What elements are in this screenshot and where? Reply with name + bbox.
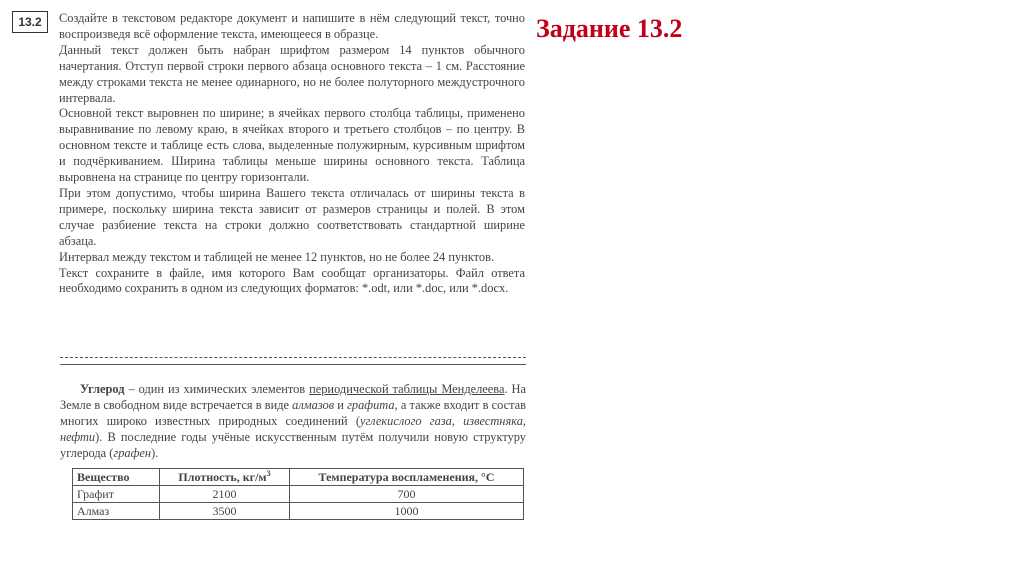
italic-phrase: углекислого газа, известняка, нефти [60,414,526,444]
cell-ignition: 700 [290,486,524,503]
task-paragraph: Интервал между текстом и таблицей не менее 12 пунктов, но не более 24 пунктов. [59,249,495,264]
header-ignition: Температура воспламенения, °С [290,469,524,486]
task-number-box: 13.2 [12,11,48,33]
cell-ignition: 1000 [290,503,524,520]
task-paragraph: Данный текст должен быть набран шрифтом размером 14 пунктов обычного начертания. Отступ первой строки первого абзаца основного текста – 1 см. Расстояние между строками текста не менее одинарного, но не более полуторного междустрочного интервала. [59,42,525,105]
italic-word: графита [347,398,395,412]
underlined-phrase: периодической таблицы Менделеева [309,382,505,396]
text-run: ). В последние годы учёные искусственным путём получили новую структуру углерода ( [60,430,526,460]
text-run: – один из химических элементов [124,382,310,396]
table-row [73,486,524,503]
cell-density: 2100 [160,486,290,503]
text-run: , а также входит в состав многих широко известных природных соединений ( [60,398,526,428]
superscript: 3 [266,469,271,478]
italic-word: алмазов [292,398,335,412]
task-paragraph: Основной текст выровнен по ширине; в ячейках первого столбца таблицы, применено выравнивание по левому краю, в ячейках второго и третьего столбцов – по центру. В основном тексте и таблице есть слова, выделенные полужирным, курсивным шрифтом и подчёркиванием. Ширина таблицы меньше ширины основного текста. Таблица выровнена на странице по центру горизонтали. [59,106,525,185]
solid-divider [60,364,526,365]
sample-text [60,381,526,461]
sample-table [72,468,524,520]
task-paragraph: Создайте в текстовом редакторе документ и напишите в нём следующий текст, точно воспроизведя всё оформление текста, имеющееся в образце. [59,11,525,41]
table-header-row [73,469,524,486]
header-density-label: Плотность, кг/м [178,470,267,484]
task-paragraph: При этом допустимо, чтобы ширина Вашего текста отличалась от ширины текста в примере, поскольку ширина текста зависит от размеров страницы и полей. В этом случае разбиение текста на строки должно соответствовать стандартной ширине абзаца. [59,185,525,248]
task-paragraph: Текст сохраните в файле, имя которого Вам сообщат организаторы. Файл ответа необходимо сохранить в одном из следующих форматов: *.odt, или *.doc, или *.docx. [59,265,525,296]
header-substance: Вещество [73,469,160,486]
text-run: . На Земле в свободном виде встречается в виде [60,382,526,412]
text-run: и [334,398,348,412]
page-title: Задание 13.2 [536,14,683,43]
cell-density: 3500 [160,503,290,520]
bold-word: Углерод [80,382,125,396]
cell-substance: Алмаз [73,503,160,520]
task-instructions [59,11,525,297]
cell-substance: Графит [73,486,160,503]
header-density [160,469,290,486]
text-run: ). [151,446,159,460]
dashed-divider [60,357,526,358]
table-row [73,503,524,520]
italic-word: графен [113,446,152,460]
sample-paragraph [60,381,526,461]
